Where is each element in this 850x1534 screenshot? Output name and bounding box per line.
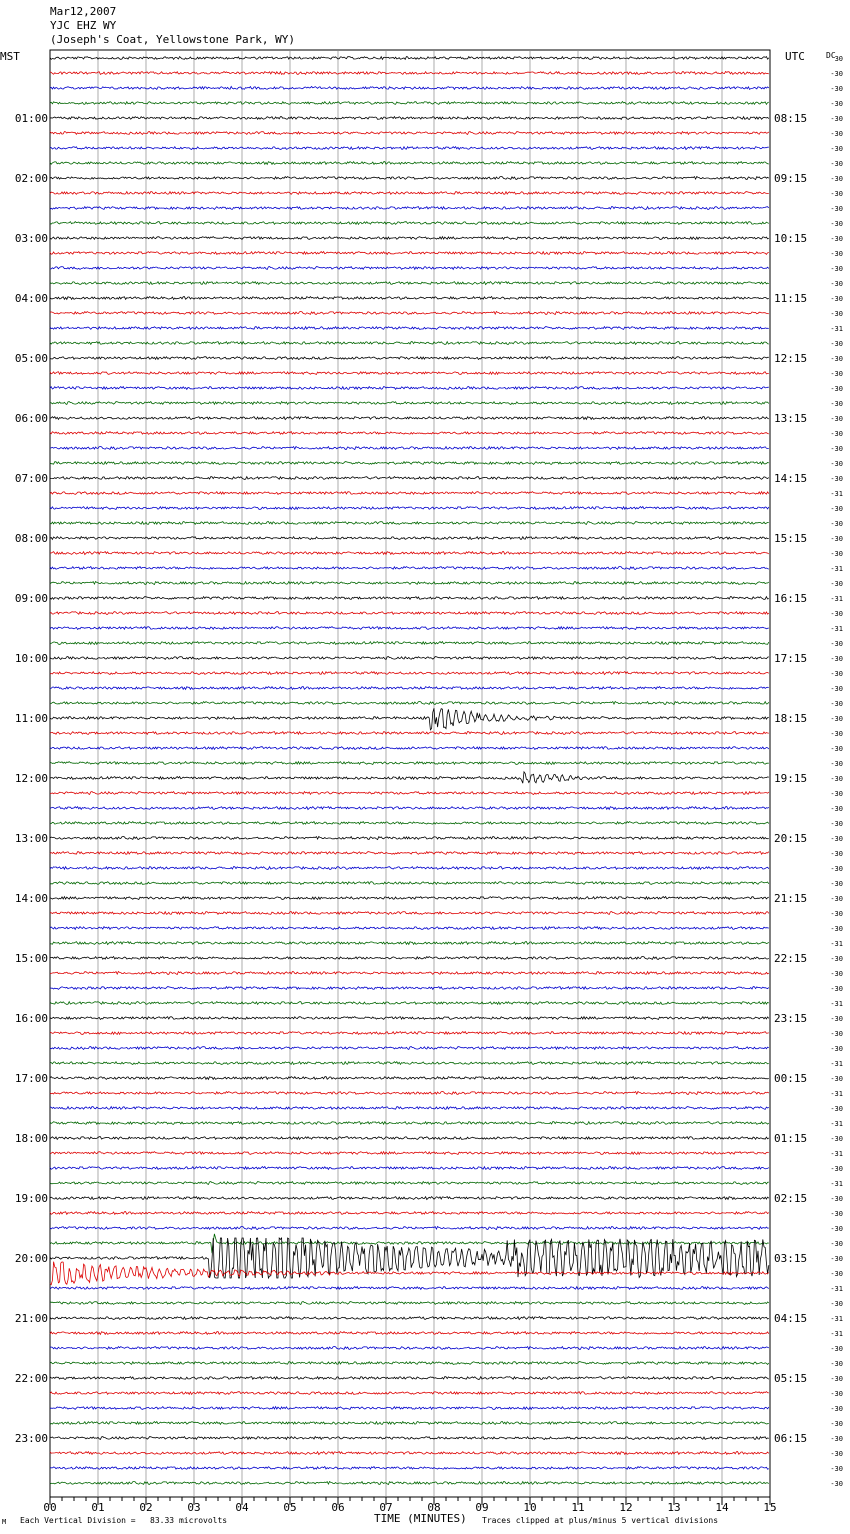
mst-hour-label: 01:00 bbox=[14, 112, 48, 125]
mst-hour-label: 03:00 bbox=[14, 232, 48, 245]
dc-offset-label: -30 bbox=[830, 955, 843, 963]
trace-row bbox=[50, 1092, 769, 1095]
trace-row bbox=[50, 387, 769, 390]
dc-offset-label: -30 bbox=[830, 205, 843, 213]
trace-row bbox=[50, 612, 769, 615]
mst-hour-label: 09:00 bbox=[14, 592, 48, 605]
dc-offset-label: -30 bbox=[830, 190, 843, 198]
dc-label: DC bbox=[826, 51, 836, 60]
dc-offset-label: -31 bbox=[830, 565, 843, 573]
trace-row bbox=[50, 657, 769, 660]
dc-offset-label: -30 bbox=[830, 445, 843, 453]
recording-date: Mar12,2007 bbox=[50, 5, 117, 18]
trace-row bbox=[50, 942, 769, 945]
dc-offset-label: -31 bbox=[830, 1315, 843, 1323]
x-tick-label: 12 bbox=[619, 1501, 633, 1514]
x-axis-title: TIME (MINUTES) bbox=[374, 1512, 467, 1525]
dc-offset-label: -30 bbox=[830, 1210, 843, 1218]
trace-row bbox=[50, 1287, 769, 1290]
trace-row bbox=[50, 1167, 769, 1170]
dc-offset-label: -30 bbox=[830, 370, 843, 378]
dc-offset-label: -30 bbox=[830, 1030, 843, 1038]
x-tick-label: 01 bbox=[91, 1501, 105, 1514]
trace-row bbox=[50, 1467, 769, 1470]
mst-hour-label: 20:00 bbox=[14, 1252, 48, 1265]
dc-offset-label: -30 bbox=[830, 1360, 843, 1368]
trace-row bbox=[50, 162, 769, 165]
trace-row bbox=[50, 1332, 769, 1335]
dc-offset-label: -30 bbox=[830, 355, 843, 363]
trace-row bbox=[50, 327, 769, 330]
trace-row bbox=[50, 102, 769, 105]
trace-row bbox=[50, 1137, 769, 1140]
trace-row bbox=[50, 1362, 769, 1365]
utc-hour-label: 10:15 bbox=[774, 232, 808, 245]
trace-row bbox=[50, 1017, 769, 1020]
utc-hour-label: 11:15 bbox=[774, 292, 808, 305]
trace-row bbox=[50, 1062, 769, 1065]
trace-row bbox=[50, 1482, 769, 1485]
trace-row bbox=[50, 747, 769, 750]
trace-row bbox=[50, 432, 769, 435]
trace-row bbox=[50, 192, 769, 195]
dc-offset-label: -30 bbox=[830, 550, 843, 558]
dc-offset-label: -30 bbox=[830, 880, 843, 888]
mst-hour-label: 06:00 bbox=[14, 412, 48, 425]
mst-hour-label: 04:00 bbox=[14, 292, 48, 305]
dc-offset-label: -30 bbox=[830, 685, 843, 693]
trace-row bbox=[50, 1047, 769, 1050]
dc-offset-label: -30 bbox=[830, 310, 843, 318]
utc-hour-label: 04:15 bbox=[774, 1312, 808, 1325]
dc-offset-label: -30 bbox=[830, 1045, 843, 1053]
trace-row bbox=[50, 507, 769, 510]
dc-offset-label: -30 bbox=[830, 385, 843, 393]
dc-offset-label: -30 bbox=[830, 730, 843, 738]
dc-offset-label: -30 bbox=[830, 640, 843, 648]
trace-row bbox=[50, 87, 769, 90]
utc-hour-label: 15:15 bbox=[774, 532, 808, 545]
dc-offset-label: 30 bbox=[834, 55, 843, 63]
trace-row bbox=[50, 582, 769, 585]
x-tick-label: 09 bbox=[475, 1501, 489, 1514]
mst-hour-label: 15:00 bbox=[14, 952, 48, 965]
mst-hour-label: 14:00 bbox=[14, 892, 48, 905]
scale-note: Each Vertical Division = 83.33 microvolts bbox=[20, 1516, 228, 1525]
mst-label: MST bbox=[0, 50, 20, 63]
mst-hour-label: 19:00 bbox=[14, 1192, 48, 1205]
trace-row bbox=[50, 402, 769, 405]
x-tick-label: 15 bbox=[763, 1501, 777, 1514]
utc-label: UTC bbox=[785, 50, 805, 63]
trace-row bbox=[50, 357, 769, 360]
x-tick-label: 10 bbox=[523, 1501, 537, 1514]
trace-row bbox=[50, 772, 769, 783]
trace-row bbox=[50, 597, 769, 600]
dc-offset-label: -30 bbox=[830, 1075, 843, 1083]
trace-row bbox=[50, 807, 769, 810]
dc-offset-label: -30 bbox=[830, 715, 843, 723]
mst-hour-label: 21:00 bbox=[14, 1312, 48, 1325]
dc-offset-label: -30 bbox=[830, 1465, 843, 1473]
trace-row bbox=[50, 372, 769, 375]
dc-offset-label: -30 bbox=[830, 235, 843, 243]
dc-offset-label: -30 bbox=[830, 1105, 843, 1113]
dc-offset-label: -30 bbox=[830, 100, 843, 108]
dc-offset-label: -30 bbox=[830, 70, 843, 78]
trace-row bbox=[50, 1452, 769, 1455]
utc-hour-label: 09:15 bbox=[774, 172, 808, 185]
dc-offset-label: -31 bbox=[830, 1000, 843, 1008]
corner-mark: M bbox=[2, 1518, 7, 1526]
trace-row bbox=[50, 1032, 769, 1035]
utc-hour-label: 05:15 bbox=[774, 1372, 808, 1385]
dc-offset-label: -30 bbox=[830, 1135, 843, 1143]
mst-hour-label: 08:00 bbox=[14, 532, 48, 545]
trace-row bbox=[50, 972, 769, 975]
trace-row bbox=[50, 732, 769, 735]
dc-offset-label: -30 bbox=[830, 85, 843, 93]
utc-hour-label: 21:15 bbox=[774, 892, 808, 905]
utc-hour-label: 22:15 bbox=[774, 952, 808, 965]
trace-row bbox=[50, 72, 769, 75]
utc-hour-label: 02:15 bbox=[774, 1192, 808, 1205]
x-tick-label: 08 bbox=[427, 1501, 441, 1514]
trace-row bbox=[50, 957, 769, 960]
trace-row bbox=[50, 342, 769, 345]
utc-hour-label: 00:15 bbox=[774, 1072, 808, 1085]
trace-row bbox=[50, 1347, 769, 1350]
utc-hour-label: 03:15 bbox=[774, 1252, 808, 1265]
trace-row bbox=[50, 1077, 769, 1080]
dc-offset-label: -30 bbox=[830, 130, 843, 138]
dc-offset-label: -30 bbox=[830, 1405, 843, 1413]
mst-hour-label: 12:00 bbox=[14, 772, 48, 785]
dc-offset-label: -30 bbox=[830, 850, 843, 858]
trace-row bbox=[50, 297, 769, 300]
trace-row bbox=[50, 867, 769, 870]
station-location: (Joseph's Coat, Yellowstone Park, WY) bbox=[50, 33, 296, 46]
trace-row bbox=[50, 1422, 769, 1425]
trace-row bbox=[50, 1407, 769, 1410]
x-tick-label: 13 bbox=[667, 1501, 681, 1514]
station-code: YJC EHZ WY bbox=[50, 19, 117, 32]
dc-offset-label: -30 bbox=[830, 415, 843, 423]
dc-offset-label: -30 bbox=[830, 265, 843, 273]
trace-row bbox=[50, 267, 769, 270]
dc-offset-label: -30 bbox=[830, 865, 843, 873]
dc-offset-label: -30 bbox=[830, 895, 843, 903]
trace-row bbox=[50, 177, 769, 180]
trace-row bbox=[50, 312, 769, 315]
mst-hour-label: 10:00 bbox=[14, 652, 48, 665]
trace-row bbox=[50, 987, 769, 990]
dc-offset-label: -30 bbox=[830, 175, 843, 183]
dc-offset-label: -30 bbox=[830, 520, 843, 528]
dc-offset-label: -30 bbox=[830, 1165, 843, 1173]
utc-hour-label: 01:15 bbox=[774, 1132, 808, 1145]
dc-offset-label: -30 bbox=[830, 745, 843, 753]
dc-offset-label: -30 bbox=[830, 220, 843, 228]
dc-offset-label: -30 bbox=[830, 460, 843, 468]
dc-offset-label: -31 bbox=[830, 1150, 843, 1158]
utc-hour-label: 14:15 bbox=[774, 472, 808, 485]
mst-hour-label: 16:00 bbox=[14, 1012, 48, 1025]
mst-hour-label: 05:00 bbox=[14, 352, 48, 365]
trace-row bbox=[50, 417, 769, 420]
trace-row bbox=[50, 1107, 769, 1110]
mst-hour-label: 02:00 bbox=[14, 172, 48, 185]
trace-row bbox=[50, 1302, 769, 1305]
trace-row bbox=[50, 207, 769, 210]
dc-offset-label: -31 bbox=[830, 490, 843, 498]
x-tick-label: 02 bbox=[139, 1501, 153, 1514]
dc-offset-label: -30 bbox=[830, 1270, 843, 1278]
dc-offset-label: -30 bbox=[830, 1015, 843, 1023]
trace-row bbox=[50, 1152, 769, 1155]
utc-hour-label: 16:15 bbox=[774, 592, 808, 605]
trace-row bbox=[50, 132, 769, 135]
mst-hour-label: 13:00 bbox=[14, 832, 48, 845]
trace-row bbox=[50, 1377, 769, 1380]
dc-offset-label: -31 bbox=[830, 625, 843, 633]
mst-hour-label: 22:00 bbox=[14, 1372, 48, 1385]
mst-hour-label: 17:00 bbox=[14, 1072, 48, 1085]
trace-row bbox=[50, 147, 769, 150]
trace-row bbox=[50, 282, 769, 285]
dc-offset-label: -30 bbox=[830, 280, 843, 288]
trace-row bbox=[50, 627, 769, 630]
dc-offset-label: -30 bbox=[830, 670, 843, 678]
dc-offset-label: -30 bbox=[830, 970, 843, 978]
dc-offset-label: -30 bbox=[830, 1420, 843, 1428]
dc-offset-label: -31 bbox=[830, 325, 843, 333]
dc-offset-label: -30 bbox=[830, 775, 843, 783]
dc-offset-label: -30 bbox=[830, 340, 843, 348]
trace-row bbox=[50, 1392, 769, 1395]
dc-offset-label: -30 bbox=[830, 580, 843, 588]
dc-offset-label: -31 bbox=[830, 1060, 843, 1068]
trace-row bbox=[50, 1317, 769, 1320]
trace-row bbox=[50, 708, 769, 730]
trace-row bbox=[50, 852, 769, 855]
x-tick-label: 11 bbox=[571, 1501, 585, 1514]
trace-row bbox=[50, 1227, 769, 1230]
x-tick-label: 06 bbox=[331, 1501, 345, 1514]
trace-row bbox=[50, 537, 769, 540]
dc-offset-label: -30 bbox=[830, 295, 843, 303]
dc-offset-label: -30 bbox=[830, 700, 843, 708]
dc-offset-label: -30 bbox=[830, 610, 843, 618]
utc-hour-label: 13:15 bbox=[774, 412, 808, 425]
clip-note: Traces clipped at plus/minus 5 vertical divisions bbox=[482, 1516, 719, 1525]
utc-hour-label: 20:15 bbox=[774, 832, 808, 845]
dc-offset-label: -30 bbox=[830, 790, 843, 798]
dc-offset-label: -30 bbox=[830, 1375, 843, 1383]
dc-offset-label: -30 bbox=[830, 655, 843, 663]
utc-hour-label: 12:15 bbox=[774, 352, 808, 365]
trace-row bbox=[50, 1197, 769, 1200]
dc-offset-label: -30 bbox=[830, 250, 843, 258]
dc-offset-label: -30 bbox=[830, 535, 843, 543]
dc-offset-label: -31 bbox=[830, 1180, 843, 1188]
dc-offset-label: -30 bbox=[830, 1225, 843, 1233]
dc-offset-label: -30 bbox=[830, 835, 843, 843]
x-tick-label: 03 bbox=[187, 1501, 201, 1514]
trace-row bbox=[50, 57, 769, 60]
trace-row bbox=[50, 1002, 769, 1005]
trace-row bbox=[50, 252, 769, 255]
dc-offset-label: -31 bbox=[830, 1090, 843, 1098]
dc-offset-label: -30 bbox=[830, 1390, 843, 1398]
x-tick-label: 07 bbox=[379, 1501, 393, 1514]
trace-row bbox=[50, 837, 769, 840]
trace-row bbox=[50, 1212, 769, 1215]
trace-row bbox=[50, 822, 769, 825]
dc-offset-label: -30 bbox=[830, 1345, 843, 1353]
mst-hour-label: 07:00 bbox=[14, 472, 48, 485]
trace-row bbox=[50, 642, 769, 645]
dc-offset-label: -31 bbox=[830, 1285, 843, 1293]
trace-row bbox=[50, 882, 769, 885]
dc-offset-label: -30 bbox=[830, 115, 843, 123]
dc-offset-label: -31 bbox=[830, 595, 843, 603]
dc-offset-label: -30 bbox=[830, 910, 843, 918]
dc-offset-label: -30 bbox=[830, 1450, 843, 1458]
utc-hour-label: 17:15 bbox=[774, 652, 808, 665]
dc-offset-label: -30 bbox=[830, 1300, 843, 1308]
trace-row bbox=[50, 1262, 769, 1285]
trace-row bbox=[50, 237, 769, 240]
dc-offset-label: -30 bbox=[830, 805, 843, 813]
trace-row bbox=[50, 927, 769, 930]
trace-row bbox=[50, 552, 769, 555]
trace-row bbox=[50, 567, 769, 570]
trace-row bbox=[50, 447, 769, 450]
dc-offset-label: -31 bbox=[830, 940, 843, 948]
trace-row bbox=[50, 1122, 769, 1125]
x-tick-label: 05 bbox=[283, 1501, 297, 1514]
trace-row bbox=[50, 522, 769, 525]
x-tick-label: 00 bbox=[43, 1501, 57, 1514]
dc-offset-label: -31 bbox=[830, 1120, 843, 1128]
trace-row bbox=[50, 222, 769, 225]
trace-row bbox=[50, 762, 769, 765]
dc-offset-label: -30 bbox=[830, 1240, 843, 1248]
dc-offset-label: -30 bbox=[830, 430, 843, 438]
dc-offset-label: -30 bbox=[830, 1195, 843, 1203]
dc-offset-label: -30 bbox=[830, 1255, 843, 1263]
trace-row bbox=[50, 477, 769, 480]
dc-offset-label: -30 bbox=[830, 1480, 843, 1488]
x-tick-label: 04 bbox=[235, 1501, 249, 1514]
trace-row bbox=[50, 702, 769, 705]
trace-row bbox=[50, 1437, 769, 1440]
dc-offset-label: -30 bbox=[830, 820, 843, 828]
mst-hour-label: 11:00 bbox=[14, 712, 48, 725]
dc-offset-label: -30 bbox=[830, 505, 843, 513]
dc-offset-label: -30 bbox=[830, 475, 843, 483]
dc-offset-label: -31 bbox=[830, 1330, 843, 1338]
utc-hour-label: 23:15 bbox=[774, 1012, 808, 1025]
trace-row bbox=[50, 672, 769, 675]
trace-row bbox=[50, 117, 769, 120]
dc-offset-label: -30 bbox=[830, 1435, 843, 1443]
utc-hour-label: 06:15 bbox=[774, 1432, 808, 1445]
trace-row bbox=[50, 897, 769, 900]
trace-row bbox=[50, 912, 769, 915]
trace-row bbox=[50, 792, 769, 795]
utc-hour-label: 18:15 bbox=[774, 712, 808, 725]
trace-row bbox=[50, 687, 769, 690]
mst-hour-label: 18:00 bbox=[14, 1132, 48, 1145]
x-tick-label: 14 bbox=[715, 1501, 729, 1514]
dc-offset-label: -30 bbox=[830, 985, 843, 993]
utc-hour-label: 08:15 bbox=[774, 112, 808, 125]
dc-offset-label: -30 bbox=[830, 760, 843, 768]
dc-offset-label: -30 bbox=[830, 160, 843, 168]
trace-row bbox=[50, 462, 769, 465]
trace-row bbox=[50, 1182, 769, 1185]
dc-offset-label: -30 bbox=[830, 145, 843, 153]
dc-offset-label: -30 bbox=[830, 925, 843, 933]
trace-row bbox=[50, 492, 769, 495]
mst-hour-label: 23:00 bbox=[14, 1432, 48, 1445]
utc-hour-label: 19:15 bbox=[774, 772, 808, 785]
dc-offset-label: -30 bbox=[830, 400, 843, 408]
